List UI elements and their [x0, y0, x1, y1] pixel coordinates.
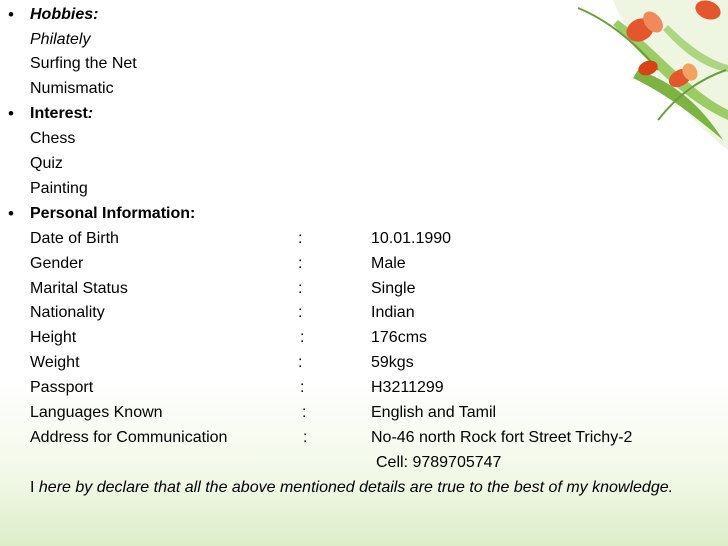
field-label: Address for Communication — [30, 429, 228, 446]
interest-item: Chess — [30, 130, 76, 147]
field-label: Languages Known — [30, 404, 163, 421]
hobby-item: Surfing the Net — [30, 55, 137, 72]
personal-info-heading: Personal Information: — [30, 205, 196, 222]
field-separator: : — [300, 329, 305, 346]
interest-heading: Interest: — [30, 105, 94, 122]
field-value: Single — [371, 280, 416, 297]
bullet-interest: • — [8, 104, 14, 123]
field-label: Date of Birth — [30, 230, 119, 247]
field-value: English and Tamil — [371, 404, 497, 421]
declaration: I here by declare that all the above mentioned details are true to the best of my knowledge. — [30, 479, 674, 496]
field-separator: : — [298, 304, 303, 321]
field-value: 59kgs — [371, 354, 414, 371]
field-value: Indian — [371, 304, 415, 321]
field-value: H3211299 — [371, 379, 444, 396]
field-value: Male — [371, 255, 406, 272]
field-value: No-46 north Rock fort Street Trichy-2 — [371, 429, 633, 446]
field-label: Marital Status — [30, 280, 128, 297]
field-separator: : — [298, 255, 303, 272]
field-label: Weight — [30, 354, 80, 371]
field-label: Nationality — [30, 304, 105, 321]
field-label: Passport — [30, 379, 94, 396]
hobby-item: Numismatic — [30, 80, 114, 97]
interest-item: Quiz — [30, 155, 63, 172]
field-separator: : — [298, 354, 303, 371]
field-label: Gender — [30, 255, 84, 272]
cell-number: Cell: 9789705747 — [376, 454, 502, 471]
field-value: 176cms — [371, 329, 428, 346]
field-separator: : — [298, 280, 303, 297]
field-separator: : — [302, 404, 307, 421]
field-separator: : — [298, 230, 303, 247]
field-separator: : — [300, 379, 305, 396]
field-label: Height — [30, 329, 77, 346]
field-value: 10.01.1990 — [371, 230, 452, 247]
bullet-hobbies: • — [8, 5, 14, 24]
interest-item: Painting — [30, 180, 88, 197]
field-separator: : — [303, 429, 308, 446]
bullet-personal: • — [8, 204, 14, 223]
hobby-item: Philately — [30, 31, 91, 48]
hobbies-heading: Hobbies: — [30, 6, 99, 23]
